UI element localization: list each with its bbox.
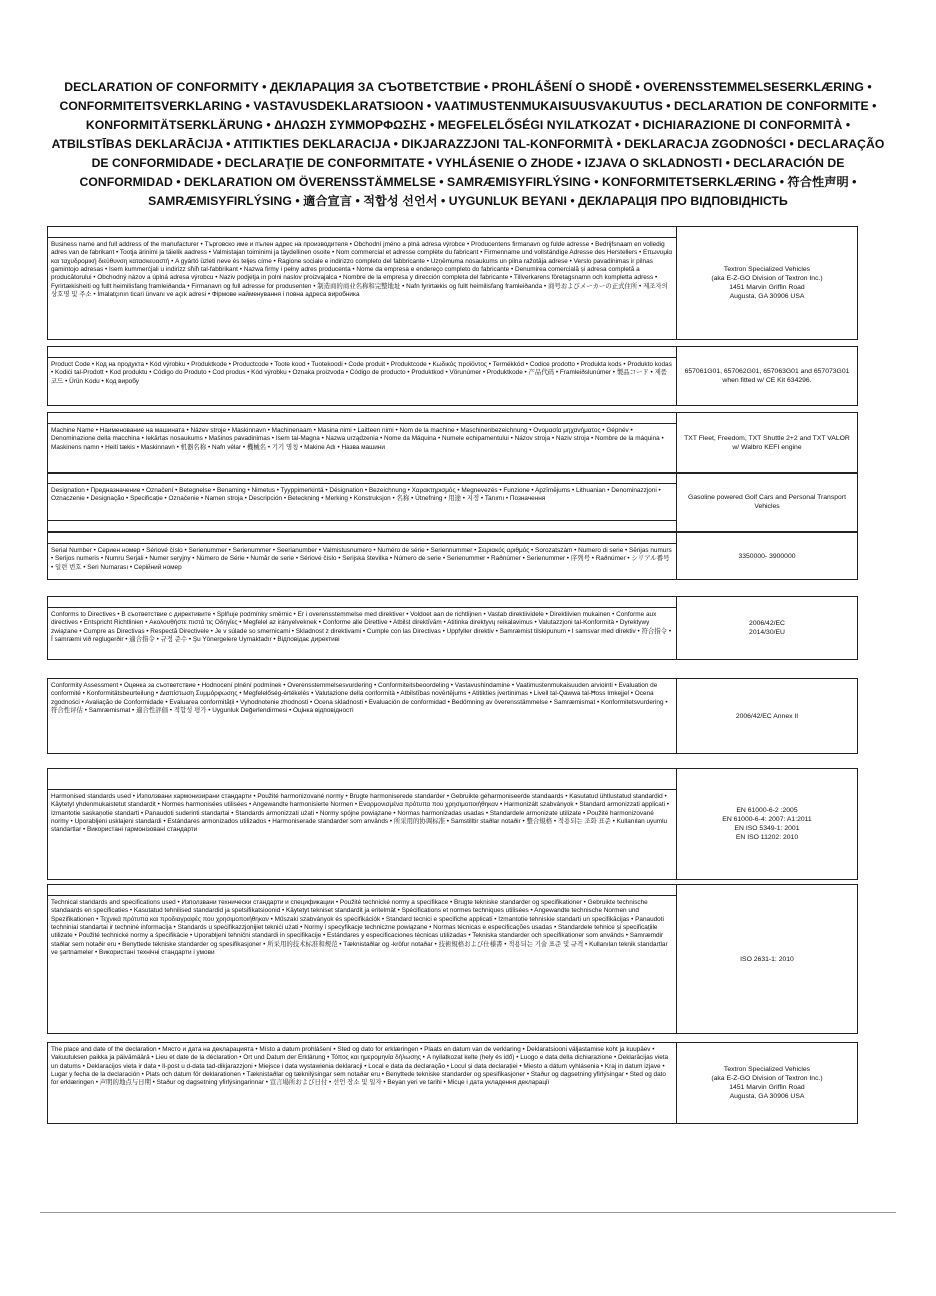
serial-number-value-text: 3350000- 3900000	[738, 552, 796, 560]
row-spacer	[48, 885, 676, 896]
product-code-label: Product Code • Код на продукта • Kód výrobku • Produktkode • Productcode • Toote kood • Tuotekoodi • Code produit • Produktcode • Κωδικός προϊόντος • Termékkód • Codice prodotto • Produkta kods • Produkto kodas • Kodiċi tal-Prodott • Kod produktu • Código do Produto • Cod produs • Kód výrobku • Oznaka proizvoda • Código de producto • Produktkod • Vörunúmer • Produktkode • 产品代码 • Framleiðslunúmer • 製品コード • 제품 코드 • Ürün Kodu • Код виробу	[51, 361, 672, 385]
serial-number-label: Serial Number • Сериен номер • Sériové číslo • Serienummer • Serienummer • Seerianumber • Valmistusnumero • Numéro de série • Seriennummer • Σειριακός αριθμός • Sorozatszám • Numero di serie • Sērijas numurs • Serijos numeris • Numru Serjali • Numer seryjny • Número de Série • Număr de serie • Sériové číslo • Serijska številka • Número de serie • Serienummer • Raðnúmer • Serienummer • 序列号 • Raðnúmer • シリアル番号 • 일련 번호 • Seri Numarası • Серійний номер	[51, 547, 672, 571]
designation-value-text: Gasoline powered Golf Cars and Personal Transport Vehicles	[688, 494, 846, 510]
product-code-value-text: 657061G01, 657062G01, 657063G01 and 657073G01 when fitted w/ CE Kit 634296.	[684, 368, 850, 384]
conformity-assessment-value-text: 2006/42/EC Annex II	[735, 712, 799, 720]
harmonised-standards-value-text: EN 61000-6-2 :2005 EN 61000-6-4: 2007: A1:2011 EN ISO 5349-1: 2001 EN ISO 11202: 2010	[722, 807, 812, 841]
place-date-value-text: Textron Specialized Vehicles (aka E-Z-GO Division of Textron Inc.) 1451 Marvin Griffin Road Augusta, GA 30906 USA	[711, 1066, 823, 1100]
product-code-label-cell	[48, 347, 677, 405]
product-code-row	[47, 346, 858, 406]
serial-number-label-cell	[48, 533, 677, 579]
technical-standards-row	[47, 884, 858, 1034]
serial-number-row	[47, 532, 858, 580]
directives-label-cell	[48, 597, 677, 659]
serial-number-value	[677, 533, 857, 579]
harmonised-standards-label: Harmonised standards used • Използвани хармонизирани стандарти • Použité harmonizované normy • Brugte harmoniserede standarder • Gebruikte geharmoniseerde standaards • Kasutatud ühtlustatud standardid • Käytetyt yhdenmukaistetut standardit • Normes harmonisées utilisées • Angewandte harmonisierte Normen • Εναρμονισμένα πρότυπα που χρησιμοποιήθηκαν • Harmonizált szabványok • Standard armonizzati applicati • Izmantotie saskaņotie standarti • Panaudoti suderinti standartai • Standards armonizzati użati • Normy spójne powiązane • Normas harmonizadas usadas • Standardele armonizate utilizate • Použité harmonizované normy • Uporabljeni usklajeni standardi • Estándares armonizados utilizados • Harmoniserade standarder som används • 所采用的协调标准 • Samstilltir staðlar notaðir • 整合規格 • 적용되는 조화 표준 • Kullanılan uyumlu standartlar • Використані гармонізовані стандарти	[51, 793, 669, 834]
place-date-row	[47, 1042, 858, 1124]
conformity-assessment-row	[47, 678, 858, 754]
conformity-assessment-label-cell	[48, 679, 677, 753]
row-spacer	[48, 227, 676, 238]
conformity-assessment-label: Conformity Assessment • Оценка за съответствие • Hodnocení plnění podmínek • Overensstemmelsesvurdering • Conformiteitsbeoordeling • Vastavushindamine • Vaatimustenmukaisuuden arviointi • Evaluation de conformité • Konformitätsbeurteilung • Διαπίστωση Συμμόρφωσης • Megfelelőség-értékelés • Valutazione della conformità • Atbilstības novērtējums • Atitikties įvertinimas • Livell tal-Qawwa tal-Ħoss Imkejjel • Ocena zgodności • Avaliação de Conformidade • Evaluarea conformității • Vyhodnotenie zhodnosti • Ocena skladnosti • Evaluación de conformidad • Bedömning av överensstämmelse • Samræmismat • Konformitetsvurdering • 符合性评估 • Samræmismat • 適合性評価 • 적합성 평가 • Uygunluk Değerlendirmesi • Оцінка відповідності	[51, 682, 668, 715]
place-date-value	[677, 1043, 857, 1123]
designation-row	[47, 472, 858, 532]
place-date-label: The place and date of the declaration • Място и дата на декларацията • Místo a datum prohlášení • Sted og dato for erklæringen • Plaats en datum van de verklaring • Deklaratsiooni väljastamise koht ja kuupäev • Vakuutuksen paikka ja päivämäärä • Lieu et date de la déclaration • Ort und Datum der Erklärung • Τόπος και ημερομηνία δήλωσης • A nyilatkozat kelte (hely és idő) • Luogo e data della dichiarazione • Deklarācijas vieta un datums • Deklaracijos vieta ir data • Il-post u d-data tad-dikjarazzjoni • Miejsce i data wystawienia deklaracji • Local e data da declaração • Locul și data declarației • Miesto a dátum vyhlásenia • Kraj in datum izjave • Lugar y fecha de la declaración • Plats och datum för deklarationen • Tæknistaðlar og tæknilýsingar sem notaðar eru • Benyttede tekniske standarder og spesifikasjoner • Staður og dagsetning yfirlýsingar • Sted og dato for erklæringen • 声明的地点与日期 • Staður og dagsetning yfirlýsingarinnar • 宣言場所および日付 • 선언 장소 및 일자 • Beyan yeri ve tarihi • Місце і дата укладення декларації	[51, 1046, 669, 1087]
machine-name-label-cell	[48, 413, 677, 473]
directives-value-text: 2006/42/EC 2014/30/EU	[749, 620, 785, 636]
harmonised-standards-value	[677, 769, 857, 879]
row-spacer	[48, 473, 676, 484]
technical-standards-value-text: ISO 2631-1: 2010	[740, 955, 794, 963]
directives-label: Conforms to Directives • В съответствие с директивите • Splňuje podmínky směrnic • Er i overensstemmelse med direktiver • Voldoet aan de richtlijnen • Vastab direktiividele • Direktiivien mukainen • Conforme aux directives • Entspricht Richtlinien • Ακολουθήστε πιστά τις Οδηγίες • Megfelel az irányelveknek • Conforme alle Direttive • Atbilst direktīvām • Atitinka direktyvų reikalavimus • Valutazzjoni tal-Konformità • Dyrektywy związane • Cumpre as Directivas • Respectă Directivele • Je v súlade so smernicami • Skladnost z direktivami • Cumple con las Directivas • Uppfyller direktiv • Samræmist tilskipunum • I samsvar med direktiv • 符合指令 • Í samræmi við reglugerðir • 適合指令 • 규정 준수 • Şu Yönergelere Uymaktadır • Відповідає директиві	[51, 611, 672, 644]
harmonised-standards-row	[47, 768, 858, 880]
machine-name-label: Machine Name • Наименование на машината • Název stroje • Maskinnavn • Machinenaam • Masina nimi • Laitteen nimi • Nom de la machine • Maschinenbezeichnung • Ονομασία μηχανήματος • Gépnév • Denominazione della macchina • Iekārtas nosaukums • Mašinos pavadinimas • Isem tal-Magna • Nazwa urządzenia • Nome da Máquina • Numele echipamentului • Názov stroja • Naziv stroja • Nombre de la máquina • Maskinens namn • Heiti tækis • Maskinnavn • 机器名称 • Nafn vélar • 機械名 • 기기 명칭 • Makine Adı • Назва машини	[51, 427, 664, 451]
manufacturer-row	[47, 226, 858, 340]
product-code-value	[677, 347, 857, 405]
row-spacer	[48, 533, 676, 544]
machine-name-value	[677, 413, 857, 473]
harmonised-standards-label-cell	[48, 769, 677, 879]
machine-name-value-text: TXT Fleet, Freedom, TXT Shuttle 2+2 and TXT VALOR w/ Walbro KEFI engine	[684, 435, 850, 451]
row-spacer	[48, 520, 676, 531]
manufacturer-label: Business name and full address of the manufacturer • Търговско име и пълен адрес на производителя • Obchodní jméno a plná adresa výrobce • Producentens firmanavn og fulde adresse • Bedrijfsnaam en volledig adres van de fabrikant • Tootja ärinimi ja täielik aadress • Valmistajan toiminimi ja täydellinen osoite • Nom commercial et adresse complète du fabricant • Firmenname und vollständige Adresse des Herstellers • Επωνυμία και ταχυδρομική διεύθυνση κατασκευαστή • A gyártó üzleti neve és teljes címe • Ragione sociale e indirizzo completo del fabbricante • Uzņēmuma nosaukums un pilna ražotāja adrese • Verslo pavadinimas ir pilnas gamintojo adresas • Isem kummerċjali u indirizz sħiħ tal-fabbrikant • Nazwa firmy i pełny adres producenta • Nome da empresa e endereço completo do fabricante • Denumirea comercială și adresa completă a producătorului • Obchodný názov a úplná adresa výrobcu • Naziv podjetja in polni naslov proizvajalca • Nombre de la empresa y dirección completa del fabricante • Tillverkarens företagsnamn och kompletta adress • Fyrirtækisheiti og fullt heimilisfang framleiðanda • Firmanavn og full adresse for produsenten • 制造商的商业名称和完整地址 • Nafn fyrirtækis og fullt heimilisfang framleiðanda • 商号およびメーカーの正式住所 • 제조자의 상호명 및 주소 • İmalatçının ticari ünvanı ve açık adresi • Фірмове найменування і повна адреса виробника	[51, 241, 673, 299]
directives-value	[677, 597, 857, 659]
technical-standards-label-cell	[48, 885, 677, 1033]
conformity-assessment-value	[677, 679, 857, 753]
row-spacer	[48, 769, 676, 790]
technical-standards-label: Technical standards and specifications used • Използвани технически стандарти и спецификации • Použité technické normy a specifikace • Brugte tekniske standarder og specifikationer • Gebruikte technische standaards en specificaties • Kasutatud tehnilised standardid ja spetsifikatsioonid • Käytetyt tekniset standardit ja eritelmät • Spécifications et normes techniques utilisées • Angewandte technische Normen und Spezifikationen • Τεχνικά πρότυπα και προδιαγραφές που χρησιμοποιήθηκαν • Műszaki szabványok és specifikációk • Standard tecnici e specifiche applicati • Izmantotie tehniskie standarti un specifikācijas • Panaudoti techniniai standartai ir techninė informacija • Standards u speċifikazzjonijiet tekniċi użati • Normy i specyfikacje techniczne powiązane • Normas técnicas e especificações usadas • Standardele tehnice și specificațiile utilizate • Použité technické normy a špecifikácie • Uporabljeni tehnični standardi in specifikacije • Estándares y especificaciones técnicas utilizadas • Tekniska standarder och specifikationer som används • Samræmdir staðlar sem notaðir eru • Benyttede tekniske standarder og spesifikasjoner • 所采用的技术标准和规范 • Tæknistaðlar og -kröfur notaðar • 技術規格および仕様書 • 적용되는 기술 표준 및 규격 • Kullanılan teknik standartlar ve şartnameler • Використані технічні стандарти і умови	[51, 899, 668, 957]
machine-name-row	[47, 412, 858, 474]
bottom-rule	[40, 1212, 896, 1213]
manufacturer-value	[677, 227, 857, 339]
manufacturer-value-text: Textron Specialized Vehicles (aka E-Z-GO Division of Textron Inc.) 1451 Marvin Griffin Road Augusta, GA 30906 USA	[711, 266, 823, 300]
place-date-label-cell	[48, 1043, 677, 1123]
declaration-title: DECLARATION OF CONFORMITY • ДЕКЛАРАЦИЯ ЗА СЪОТВЕТСТВИЕ • PROHLÁŠENÍ O SHODĚ • OVERENSSTEMMELSESERKLÆRING • CONFORMITEITSVERKLARING • VASTAVUSDEKLARATSIOON • VAATIMUSTENMUKAISUUSVAKUUTUS • DECLARATION DE CONFORMITE • KONFORMITÄTSERKLÄRUNG • ΔΗΛΩΣΗ ΣΥΜΜΟΡΦΩΣΗΣ • MEGFELELŐSÉGI NYILATKOZAT • DICHIARAZIONE DI CONFORMITÀ • ATBILSTĪBAS DEKLARĀCIJA • ATITIKTIES DEKLARACIJA • DIKJARAZZJONI TAL-KONFORMITÀ • DEKLARACJA ZGODNOŚCI • DECLARAÇÃO DE CONFORMIDADE • DECLARAŢIE DE CONFORMITATE • VYHLÁSENIE O ZHODE • IZJAVA O SKLADNOSTI • DECLARACIÓN DE CONFORMIDAD • DEKLARATION OM ÖVERENSSTÄMMELSE • SAMRÆMISYFIRLÝSING • KONFORMITETSERKLÆRING • 符合性声明 • SAMRÆMISYFIRLÝSING • 適合宣言 • 적합성 선언서 • UYGUNLUK BEYANI • ДЕКЛАРАЦІЯ ПРО ВІДПОВІДНІСТЬ	[51, 80, 885, 208]
designation-value	[677, 473, 857, 531]
row-spacer	[48, 413, 676, 424]
directives-row	[47, 596, 858, 660]
designation-label-cell	[48, 473, 677, 531]
manufacturer-label-cell	[48, 227, 677, 339]
technical-standards-value	[677, 885, 857, 1033]
row-spacer	[48, 347, 676, 358]
designation-label: Designation • Предназначение • Označení • Betegnelse • Benaming • Nimetus • Tyyppimerkintä • Désignation • Bezeichnung • Χαρακτηρισμός • Megnevezés • Funzione • Apzīmējums • Lithuanian • Denominazzjoni • Oznaczenie • Designação • Specificație • Označenie • Namen stroja • Descripción • Beteckning • Merking • Konstruksjon • 名称 • Útnefning • 用途 • 지정 • Tanımı • Позначення	[51, 487, 661, 503]
row-spacer	[48, 597, 676, 608]
